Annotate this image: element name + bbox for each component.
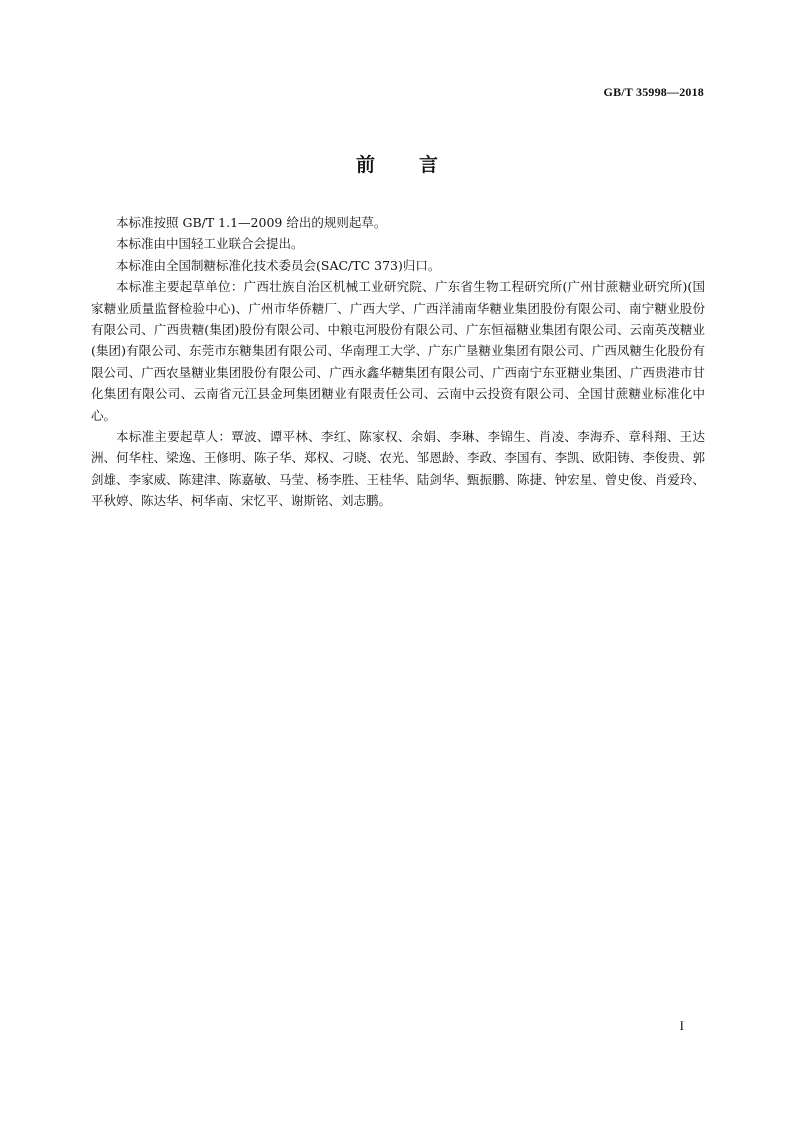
- paragraph-drafters: 本标准主要起草人：覃波、谭平林、李红、陈家权、余娟、李琳、李锦生、肖凌、李海乔、章科翔、王达洲、何华柱、梁逸、王修明、陈子华、郑权、刁晓、农光、邹恩龄、李政、李国有、李凯、欧阳铸、李俊贵、郭剑雄、李家威、陈建津、陈嘉敏、马莹、杨李胜、王桂华、陆剑华、甄振鹏、陈捷、钟宏星、曾史俊、肖爱玲、平秋婷、陈达华、柯华南、宋忆平、谢斯铭、刘志鹏。: [91, 429, 705, 509]
- paragraph-committee: 本标准由全国制糖标准化技术委员会(SAC/TC 373)归口。: [116, 257, 441, 273]
- foreword-body: [91, 212, 705, 512]
- page-title: 前言: [355, 154, 482, 176]
- page-number: I: [679, 1018, 684, 1033]
- paragraph-drafting-rules: 本标准按照 GB/T 1.1—2009 给出的规则起草。: [116, 215, 387, 230]
- paragraph-drafting-organizations: 本标准主要起草单位：广西壮族自治区机械工业研究院、广东省生物工程研究所(广州甘蔗糖业研究所)(国家糖业质量监督检验中心)、广州市华侨糖厂、广西大学、广西洋浦南华糖业集团股份有限公司、南宁糖业股份有限公司、广西贵糖(集团)股份有限公司、中粮屯河股份有限公司、广东恒福糖业集团有限公司、云南英茂糖业(集团)有限公司、东莞市东糖集团有限公司、华南理工大学、广东广垦糖业集团有限公司、广西凤糖生化股份有限公司、广西农垦糖业集团股份有限公司、广西永鑫华糖集团有限公司、广西南宁东亚糖业集团、广西贵港市甘化集团有限公司、云南省元江县金珂集团糖业有限责任公司、云南中云投资有限公司、全国甘蔗糖业标准化中心。: [91, 279, 705, 423]
- standard-code: GB/T 35998—2018: [603, 85, 704, 99]
- paragraph-proposer: 本标准由中国轻工业联合会提出。: [116, 236, 304, 252]
